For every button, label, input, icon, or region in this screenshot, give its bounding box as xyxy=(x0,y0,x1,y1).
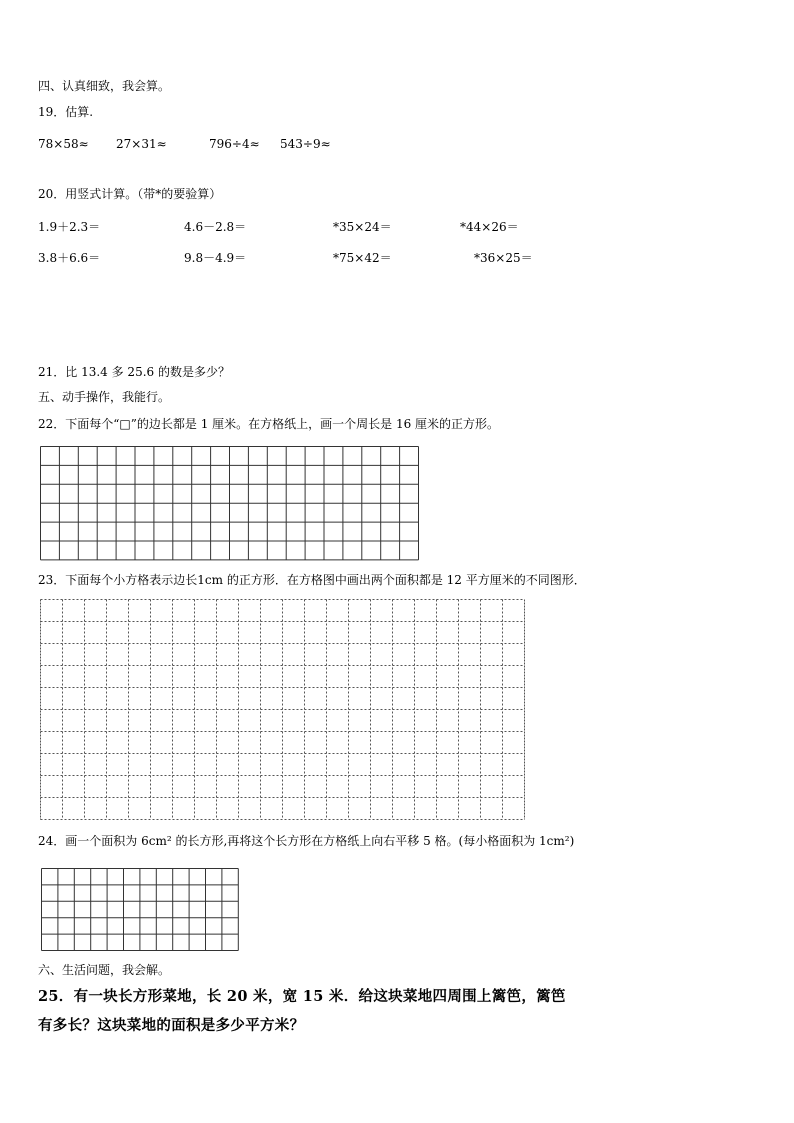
q20-item: *75×42＝ xyxy=(333,251,392,265)
q21-text: 21．比 13.4 多 25.6 的数是多少？ xyxy=(38,365,230,379)
q24-text: 24．画一个面积为 6cm² 的长方形,再将这个长方形在方格纸上向右平移 5 格。(每小格面积为 1cm²) xyxy=(38,834,575,848)
grid-svg xyxy=(40,446,420,561)
q20-item: 4.6－2.8＝ xyxy=(184,220,247,234)
q22-text: 22．下面每个“□”的边长都是 1 厘米。在方格纸上，画一个周长是 16 厘米的正方形。 xyxy=(38,417,500,431)
grid-svg xyxy=(41,868,240,952)
q23-text: 23．下面每个小方格表示边长1cm 的正方形．在方格图中画出两个面积都是 12 平方厘米的不同图形． xyxy=(38,573,586,587)
q25-line2: 有多长？这块菜地的面积是多少平方米？ xyxy=(38,1017,305,1034)
q20-item: *36×25＝ xyxy=(474,251,533,265)
q25-line1: 25．有一块长方形菜地，长 20 米，宽 15 米．给这块菜地四周围上篱笆，篱笆 xyxy=(38,988,566,1005)
q19-item: 543÷9≈ xyxy=(280,137,331,151)
q19-item: 78×58≈ xyxy=(38,137,89,151)
q19-item: 796÷4≈ xyxy=(209,137,260,151)
q19-label: 19．估算. xyxy=(38,105,94,119)
q19-item: 27×31≈ xyxy=(116,137,167,151)
q20-item: 3.8＋6.6＝ xyxy=(38,251,101,265)
q20-item: 1.9＋2.3＝ xyxy=(38,220,101,234)
q20-item: *35×24＝ xyxy=(333,220,392,234)
q23-grid[interactable] xyxy=(40,599,526,821)
section4-heading: 四、认真细致，我会算。 xyxy=(38,79,171,93)
grid-svg xyxy=(40,599,526,821)
q20-item: 9.8－4.9＝ xyxy=(184,251,247,265)
q20-label: 20．用竖式计算。（带*的要验算） xyxy=(38,187,222,201)
section6-heading: 六、生活问题，我会解。 xyxy=(38,963,171,977)
q22-grid[interactable] xyxy=(40,446,420,561)
section5-heading: 五、动手操作，我能行。 xyxy=(38,390,171,404)
q20-item: *44×26＝ xyxy=(460,220,519,234)
q24-grid[interactable] xyxy=(41,868,240,952)
